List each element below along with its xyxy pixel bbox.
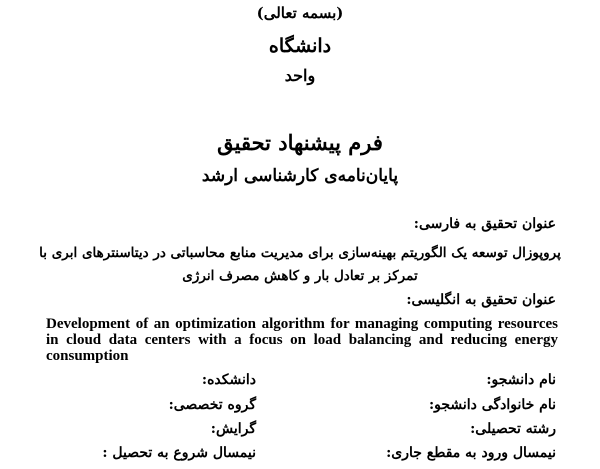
student-family-name-field: نام خانوادگی دانشجو: bbox=[428, 397, 556, 413]
university-heading: دانشگاه bbox=[268, 35, 332, 57]
persian-title-line-2: تمرکز بر تعادل بار و کاهش مصرف انرژی bbox=[182, 268, 418, 284]
start-semester-field: نیمسال شروع به تحصیل : bbox=[102, 445, 256, 461]
persian-title-label: عنوان تحقیق به فارسی: bbox=[413, 216, 556, 232]
unit-heading: واحد bbox=[284, 66, 316, 85]
english-title-label: عنوان تحقیق به انگلیسی: bbox=[406, 292, 556, 308]
invocation-heading: (بسمه تعالی) bbox=[256, 4, 344, 22]
faculty-field: دانشکده: bbox=[201, 372, 256, 388]
persian-title-line-1: پروپوزال توسعه یک الگوریتم بهینه‌سازی برای مدیریت منابع محاسباتی در دیتاسنترهای ابری با bbox=[39, 245, 561, 261]
department-field: گروه تخصصی: bbox=[168, 397, 256, 413]
english-title-text: Development of an optimization algorithm for managing computing resources in cloud data centers with a focus on load balancing and reducing energy consumption bbox=[46, 316, 558, 364]
form-title: فرم پیشنهاد تحقیق bbox=[217, 130, 383, 155]
student-name-field: نام دانشجو: bbox=[486, 372, 556, 388]
entry-semester-field: نیمسال ورود به مقطع جاری: bbox=[386, 445, 556, 461]
major-field: رشته تحصیلی: bbox=[470, 421, 556, 437]
orientation-field: گرایش: bbox=[210, 421, 256, 437]
thesis-subtitle: پایان‌نامه‌ی کارشناسی ارشد bbox=[201, 166, 399, 186]
